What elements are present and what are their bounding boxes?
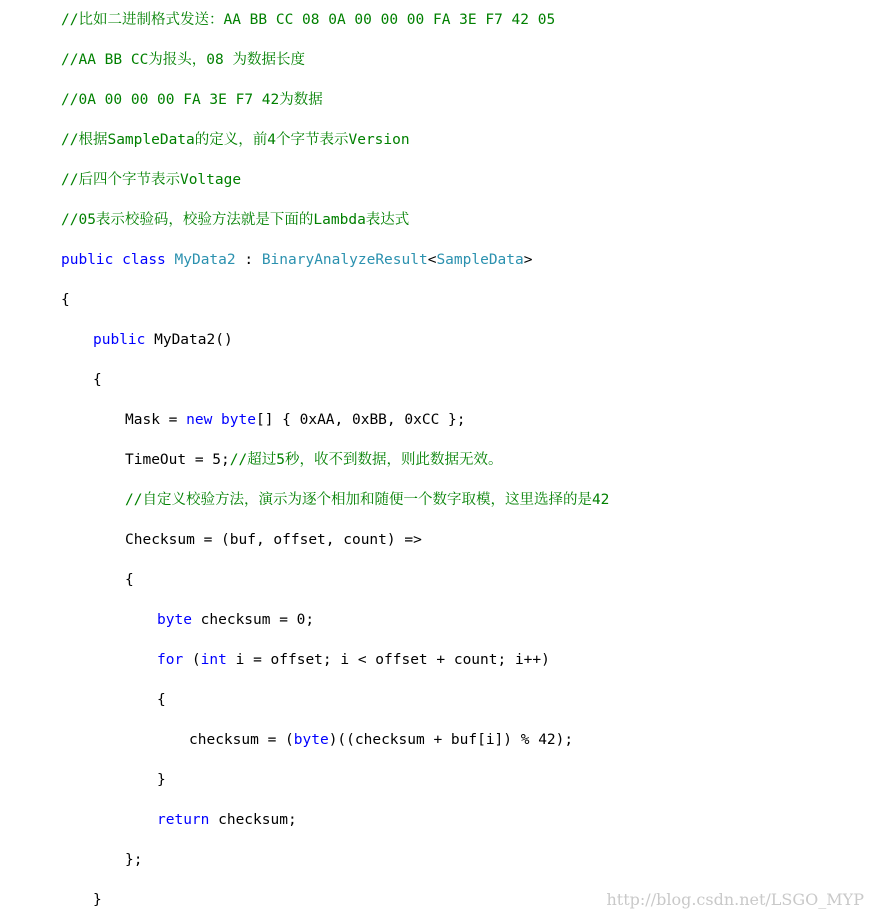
code-token-keyword: return: [157, 812, 210, 828]
code-token-plain: i = offset; i < offset + count; i++): [226, 652, 550, 668]
code-token-keyword: public: [61, 252, 114, 268]
code-token-plain: Checksum = (buf, offset, count) =>: [125, 532, 422, 548]
code-line: [125, 570, 134, 590]
code-token-comment: //比如二进制格式发送：AA BB CC 08 0A 00 00 00 FA 3E F7 42 05: [61, 12, 556, 28]
code-token-plain: )((checksum + buf[i]) % 42);: [328, 732, 574, 748]
code-line: [157, 650, 550, 670]
code-token-plain: checksum;: [209, 812, 297, 828]
code-token-comment: //0A 00 00 00 FA 3E F7 42为数据: [61, 92, 323, 108]
watermark-text: http://blog.csdn.net/LSGO_MYP: [606, 890, 864, 909]
code-token-plain: {: [125, 572, 134, 588]
code-token-keyword: new: [186, 412, 213, 428]
code-line: [61, 290, 70, 310]
code-token-plain: checksum = 0;: [191, 612, 315, 628]
code-token-plain: >: [523, 252, 533, 268]
code-line: [157, 770, 166, 790]
code-token-plain: {: [93, 372, 102, 388]
code-token-keyword: byte: [293, 732, 329, 748]
code-token-keyword: byte: [157, 612, 192, 628]
code-line: [157, 610, 314, 630]
code-token-keyword: int: [200, 652, 227, 668]
code-token-plain: }: [93, 892, 102, 908]
code-token-comment: //超过5秒，收不到数据，则此数据无效。: [229, 452, 503, 468]
code-line: [61, 90, 323, 110]
code-line: [61, 130, 410, 150]
code-line: [125, 490, 609, 510]
code-token-keyword: byte: [221, 412, 256, 428]
code-token-keyword: public: [93, 332, 146, 348]
code-token-plain: checksum = (: [189, 732, 294, 748]
code-line: [93, 330, 233, 350]
code-token-plain: MyData2(): [145, 332, 233, 348]
code-token-plain: {: [157, 692, 166, 708]
code-line: [125, 450, 502, 470]
code-line: [125, 410, 465, 430]
code-token-plain: TimeOut = 5;: [125, 452, 230, 468]
code-token-comment: //根据SampleData的定义，前4个字节表示Version: [61, 132, 410, 148]
code-line: [93, 890, 102, 910]
code-line: [189, 730, 573, 750]
code-line: [157, 690, 166, 710]
code-line: [61, 10, 555, 30]
code-token-plain: :: [235, 252, 262, 268]
code-token-plain: [212, 412, 221, 428]
code-token-keyword: for: [157, 652, 184, 668]
code-line: [125, 530, 422, 550]
code-token-comment: //自定义校验方法，演示为逐个相加和随便一个数字取模，这里选择的是42: [125, 492, 610, 508]
code-token-keyword: class: [122, 252, 166, 268]
code-line: [157, 810, 297, 830]
code-token-type: MyData2: [174, 252, 236, 268]
code-token-plain: <: [427, 252, 437, 268]
code-line: [125, 850, 142, 870]
code-token-type: SampleData: [436, 252, 524, 268]
code-token-comment: //AA BB CC为报头，08 为数据长度: [61, 52, 305, 68]
code-token-plain: };: [125, 852, 143, 868]
code-token-plain: [113, 252, 122, 268]
code-token-plain: }: [157, 772, 166, 788]
code-token-plain: [] { 0xAA, 0xBB, 0xCC };: [255, 412, 466, 428]
code-line: [61, 170, 241, 190]
code-token-plain: Mask =: [125, 412, 187, 428]
code-line: [61, 50, 305, 70]
code-line: [61, 210, 409, 230]
code-token-type: BinaryAnalyzeResult: [261, 252, 428, 268]
code-token-comment: //05表示校验码，校验方法就是下面的Lambda表达式: [61, 212, 410, 228]
code-token-plain: (: [183, 652, 201, 668]
code-token-plain: {: [61, 292, 70, 308]
code-line: [61, 250, 532, 270]
code-line: [93, 370, 102, 390]
code-token-plain: [166, 252, 175, 268]
code-token-comment: //后四个字节表示Voltage: [61, 172, 242, 188]
